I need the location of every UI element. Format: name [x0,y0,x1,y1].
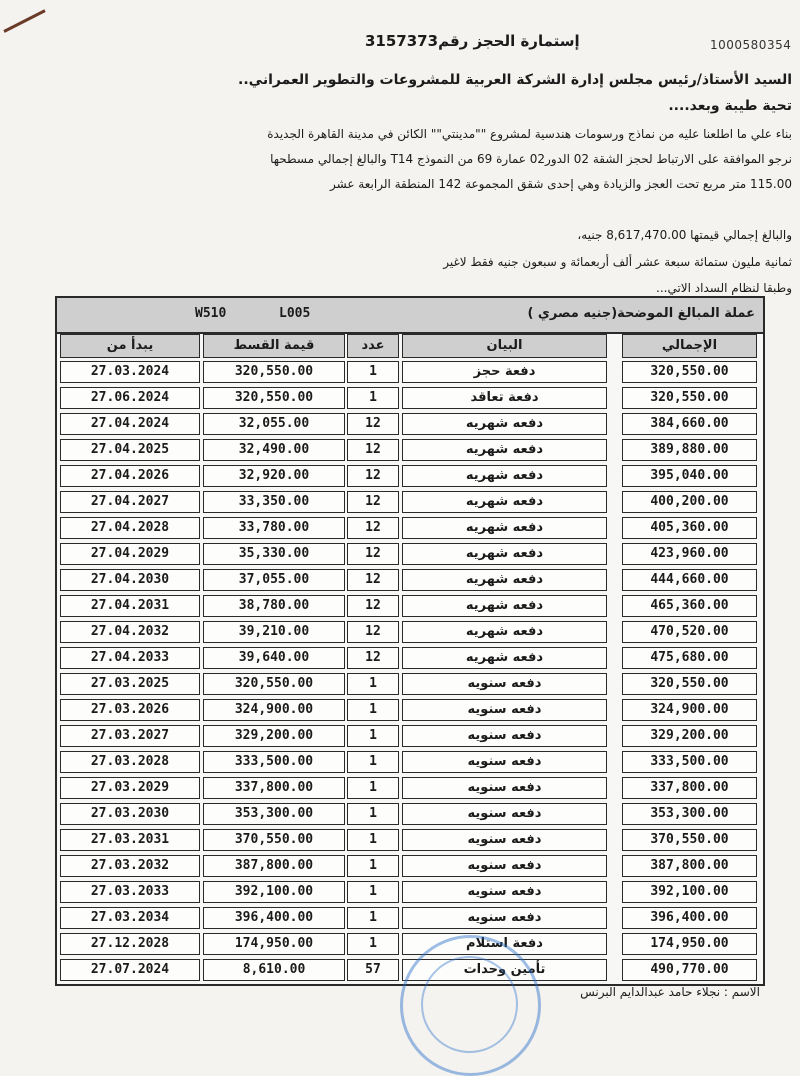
cell-total: 387,800.00 [622,855,757,877]
cell-total: 490,770.00 [622,959,757,981]
cell-installment: 33,780.00 [203,517,345,539]
cell-start-date: 27.04.2025 [60,439,200,461]
cell-count: 12 [347,439,399,461]
cell-start-date: 27.03.2027 [60,725,200,747]
letter-body-line: 115.00 متر مربع تحت العجز والزيادة وهي إحدى شقق المجموعة 142 المنطقة الرابعة عشر [330,177,792,191]
cell-count: 1 [347,881,399,903]
payment-system-intro: وطبقا لنظام السداد الاتي... [656,281,792,295]
col-header-total: الإجمالي [622,334,757,358]
cell-start-date: 27.03.2034 [60,907,200,929]
cell-count: 12 [347,491,399,513]
cell-start-date: 27.04.2028 [60,517,200,539]
cell-description: دفعه شهريه [402,569,607,591]
col-header-description: البيان [402,334,607,358]
letter-body-line: بناء علي ما اطلعنا عليه من نماذج ورسومات هندسية لمشروع ""مدينتي"" الكائن في مدينة القاهرة الجديدة [267,127,792,141]
cell-count: 57 [347,959,399,981]
cell-installment: 174,950.00 [203,933,345,955]
col-header-start: يبدأ من [60,334,200,358]
cell-start-date: 27.04.2026 [60,465,200,487]
cell-start-date: 27.04.2031 [60,595,200,617]
cell-count: 1 [347,829,399,851]
cell-start-date: 27.07.2024 [60,959,200,981]
cell-total: 320,550.00 [622,361,757,383]
cell-description: دفعه سنويه [402,725,607,747]
cell-description: دفعه شهريه [402,517,607,539]
table-header-bar [57,298,763,334]
cell-start-date: 27.03.2028 [60,751,200,773]
form-number: 1000580354 [710,38,792,52]
cell-total: 320,550.00 [622,387,757,409]
cell-total: 444,660.00 [622,569,757,591]
cell-installment: 320,550.00 [203,673,345,695]
cell-count: 12 [347,595,399,617]
cell-installment: 396,400.00 [203,907,345,929]
cell-description: دفعه سنويه [402,829,607,851]
cell-start-date: 27.03.2026 [60,699,200,721]
cell-installment: 370,550.00 [203,829,345,851]
cell-count: 1 [347,699,399,721]
cell-count: 1 [347,933,399,955]
cell-start-date: 27.03.2033 [60,881,200,903]
letter-greeting: تحية طيبة وبعد.... [668,98,792,114]
cell-description: دفعه سنويه [402,803,607,825]
cell-total: 353,300.00 [622,803,757,825]
cell-description: دفعه سنويه [402,751,607,773]
cell-description: دفعة تعاقد [402,387,607,409]
cell-description: دفعه سنويه [402,673,607,695]
cell-installment: 320,550.00 [203,361,345,383]
cell-total: 396,400.00 [622,907,757,929]
cell-count: 12 [347,569,399,591]
cell-start-date: 27.12.2028 [60,933,200,955]
cell-count: 12 [347,543,399,565]
payment-schedule-table [55,296,765,986]
cell-installment: 32,490.00 [203,439,345,461]
cell-total: 423,960.00 [622,543,757,565]
cell-total: 333,500.00 [622,751,757,773]
cell-count: 1 [347,725,399,747]
cell-description: دفعه شهريه [402,543,607,565]
cell-start-date: 27.03.2025 [60,673,200,695]
cell-description: دفعه سنويه [402,855,607,877]
cell-start-date: 27.04.2027 [60,491,200,513]
col-header-installment: قيمة القسط [203,334,345,358]
cell-count: 12 [347,465,399,487]
cell-description: دفعه شهريه [402,647,607,669]
cell-total: 465,360.00 [622,595,757,617]
cell-start-date: 27.03.2031 [60,829,200,851]
code-l: L005 [279,306,311,321]
cell-start-date: 27.03.2030 [60,803,200,825]
cell-description: تأمين وحدات [402,959,607,981]
cell-description: دفعه شهريه [402,595,607,617]
cell-start-date: 27.04.2029 [60,543,200,565]
cell-total: 329,200.00 [622,725,757,747]
cell-total: 395,040.00 [622,465,757,487]
col-header-count: عدد [347,334,399,358]
cell-description: دفعه شهريه [402,465,607,487]
cell-installment: 324,900.00 [203,699,345,721]
cell-total: 320,550.00 [622,673,757,695]
cell-description: دفعة حجز [402,361,607,383]
cell-start-date: 27.04.2030 [60,569,200,591]
cell-installment: 35,330.00 [203,543,345,565]
total-value-line: والبالغ إجمالي قيمتها 8,617,470.00 جنيه، [577,228,792,242]
cell-installment: 337,800.00 [203,777,345,799]
cell-description: دفعه سنويه [402,699,607,721]
cell-total: 475,680.00 [622,647,757,669]
cell-description: دفعه شهريه [402,491,607,513]
cell-count: 1 [347,803,399,825]
cell-installment: 329,200.00 [203,725,345,747]
cell-description: دفعه سنويه [402,907,607,929]
company-stamp [400,935,541,1076]
letter-addressee: السيد الأستاذ/رئيس مجلس إدارة الشركة العربية للمشروعات والتطوير العمراني.. [238,72,792,88]
cell-installment: 32,920.00 [203,465,345,487]
cell-count: 12 [347,647,399,669]
cell-installment: 8,610.00 [203,959,345,981]
cell-installment: 387,800.00 [203,855,345,877]
cell-count: 12 [347,413,399,435]
cell-total: 400,200.00 [622,491,757,513]
cell-installment: 39,210.00 [203,621,345,643]
cell-total: 389,880.00 [622,439,757,461]
customer-name: الاسم : نجلاء حامد عبدالدايم البرنس [580,985,760,999]
pen-mark [3,9,45,33]
cell-count: 1 [347,907,399,929]
cell-description: دفعه شهريه [402,621,607,643]
cell-count: 1 [347,673,399,695]
cell-installment: 333,500.00 [203,751,345,773]
code-w: W510 [195,306,227,321]
cell-total: 174,950.00 [622,933,757,955]
cell-installment: 320,550.00 [203,387,345,409]
cell-start-date: 27.03.2032 [60,855,200,877]
cell-start-date: 27.03.2029 [60,777,200,799]
cell-start-date: 27.04.2024 [60,413,200,435]
cell-installment: 37,055.00 [203,569,345,591]
cell-count: 1 [347,361,399,383]
letter-body-line: نرجو الموافقة على الارتباط لحجز الشقة 02 الدور02 عمارة 69 من النموذج T14 والبالغ إجمالي مسطحها [270,152,792,166]
page-title: إستمارة الحجز رقم3157373 [365,32,580,50]
cell-installment: 39,640.00 [203,647,345,669]
cell-description: دفعه سنويه [402,777,607,799]
cell-start-date: 27.06.2024 [60,387,200,409]
cell-description: دفعه شهريه [402,439,607,461]
cell-installment: 33,350.00 [203,491,345,513]
cell-start-date: 27.04.2033 [60,647,200,669]
cell-total: 384,660.00 [622,413,757,435]
cell-count: 1 [347,855,399,877]
cell-start-date: 27.04.2032 [60,621,200,643]
cell-installment: 392,100.00 [203,881,345,903]
cell-description: دفعه سنويه [402,881,607,903]
cell-count: 12 [347,517,399,539]
total-value-words: ثمانية مليون ستمائة سبعة عشر ألف أربعمائة و سبعون جنيه فقط لاغير [443,255,792,269]
cell-start-date: 27.03.2024 [60,361,200,383]
cell-description: دفعه شهريه [402,413,607,435]
cell-count: 1 [347,751,399,773]
cell-total: 370,550.00 [622,829,757,851]
currency-label: عملة المبالغ الموضحة(جنيه مصري ) [527,306,755,321]
cell-total: 337,800.00 [622,777,757,799]
cell-total: 405,360.00 [622,517,757,539]
cell-installment: 38,780.00 [203,595,345,617]
cell-description: دفعة استلام [402,933,607,955]
cell-count: 1 [347,387,399,409]
company-stamp-inner [421,956,518,1053]
cell-installment: 353,300.00 [203,803,345,825]
cell-installment: 32,055.00 [203,413,345,435]
cell-total: 324,900.00 [622,699,757,721]
cell-count: 1 [347,777,399,799]
cell-total: 392,100.00 [622,881,757,903]
cell-total: 470,520.00 [622,621,757,643]
cell-count: 12 [347,621,399,643]
